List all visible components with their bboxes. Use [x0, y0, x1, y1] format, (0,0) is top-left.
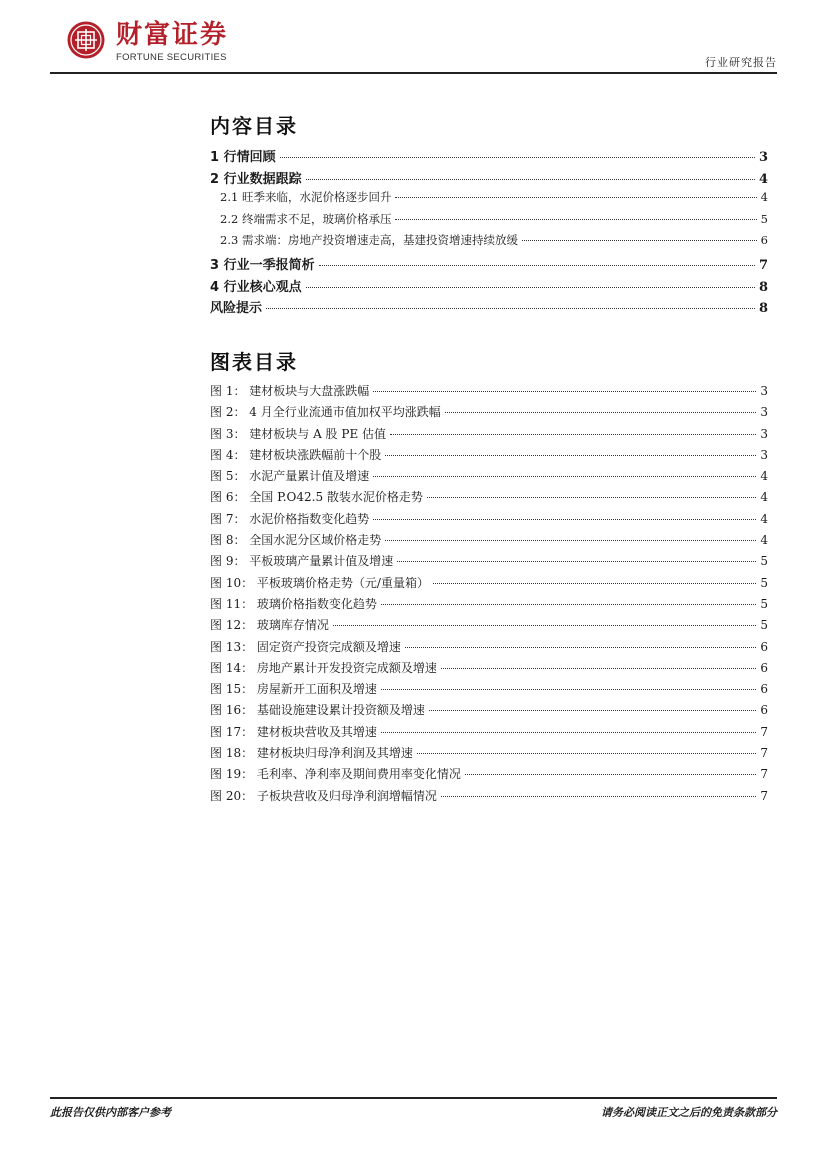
figure-entry-label: 图 1： 建材板块与大盘涨跌幅 [210, 384, 370, 398]
figure-entry-page: 6 [760, 703, 768, 718]
dot-leader [381, 732, 756, 733]
dot-leader [427, 497, 756, 498]
dot-leader [306, 179, 755, 180]
toc-entry-label: 风险提示 [210, 301, 263, 317]
figure-entry[interactable] [210, 510, 768, 531]
toc-entry-page: 5 [760, 211, 768, 226]
figure-entry-label: 图 19： 毛利率、净利率及期间费用率变化情况 [210, 767, 461, 782]
figures-title: 图表目录 [210, 350, 298, 374]
toc-entry-page: 4 [758, 171, 768, 187]
figure-entry-page: 7 [760, 724, 768, 739]
figure-entry-label: 图 5： 水泥产量累计值及增速 [210, 469, 370, 484]
figure-entry[interactable] [210, 403, 768, 424]
dot-leader [373, 476, 756, 477]
figure-entry[interactable] [210, 638, 768, 659]
dot-leader [385, 540, 756, 541]
figure-entry[interactable] [210, 723, 768, 744]
dot-leader [441, 668, 756, 669]
toc-entry[interactable] [210, 232, 768, 254]
figure-entry[interactable] [210, 744, 768, 765]
figure-entry[interactable] [210, 531, 768, 552]
fortune-securities-logo-icon [66, 20, 106, 60]
figure-entry[interactable] [210, 488, 768, 509]
brand-name-en: FORTUNE SECURITIES [116, 52, 227, 63]
toc-entry[interactable] [210, 254, 768, 276]
dot-leader [390, 434, 756, 435]
figure-entry[interactable] [210, 382, 768, 403]
toc-entry-label: 2 行业数据跟踪 [210, 171, 302, 187]
figure-entry-label: 图 18： 建材板块归母净利润及其增速 [210, 746, 413, 761]
toc-entry[interactable] [210, 146, 768, 168]
dot-leader [381, 604, 756, 605]
toc-entry[interactable] [210, 168, 768, 190]
dot-leader [405, 647, 756, 648]
toc-entry-page: 8 [758, 301, 768, 317]
toc-entry-label: 1 行情回顾 [210, 150, 276, 165]
dot-leader [465, 774, 756, 775]
figure-entry[interactable] [210, 446, 768, 467]
dot-leader [395, 219, 756, 220]
toc-entry[interactable] [210, 276, 768, 298]
footer-disclaimer-left: 此报告仅供内部客户参考 [50, 1106, 171, 1119]
dot-leader [429, 710, 756, 711]
figure-entry-page: 7 [760, 767, 768, 782]
figure-entry-page: 6 [760, 660, 768, 675]
figure-entry[interactable] [210, 616, 768, 637]
figure-entry-label: 图 11： 玻璃价格指数变化趋势 [210, 596, 377, 611]
figure-entry[interactable] [210, 701, 768, 722]
figure-entry-label: 图 12： 玻璃库存情况 [210, 618, 329, 633]
toc-entry-page: 8 [758, 279, 768, 295]
figure-entry-label: 图 7： 水泥价格指数变化趋势 [210, 511, 370, 526]
dot-leader [266, 308, 755, 309]
figure-entry[interactable] [210, 787, 768, 808]
figure-entry-label: 图 8： 全国水泥分区域价格走势 [210, 533, 382, 548]
dot-leader [395, 197, 756, 198]
figure-entry-label: 图 6： 全国 P.O42.5 散装水泥价格走势 [210, 490, 423, 505]
dot-leader [319, 265, 755, 266]
footer-divider [50, 1097, 777, 1099]
figure-entry-label: 图 16： 基础设施建设累计投资额及增速 [210, 703, 425, 718]
toc-entry-page: 6 [760, 233, 768, 248]
figure-entry-page: 7 [760, 746, 768, 761]
list-of-figures [210, 382, 768, 808]
figure-entry-page: 3 [760, 405, 768, 420]
toc-entry[interactable] [210, 189, 768, 211]
figure-entry[interactable] [210, 552, 768, 573]
dot-leader [306, 287, 755, 288]
dot-leader [433, 583, 756, 584]
figure-entry[interactable] [210, 680, 768, 701]
figure-entry-page: 4 [760, 533, 768, 548]
report-type: 行业研究报告 [705, 56, 777, 69]
figure-entry-label: 图 14： 房地产累计开发投资完成额及增速 [210, 660, 437, 675]
figure-entry-page: 5 [760, 554, 768, 569]
figure-entry[interactable] [210, 467, 768, 488]
figure-entry-page: 4 [760, 490, 768, 505]
figure-entry-label: 图 3： 建材板块与 A 股 PE 估值 [210, 426, 387, 441]
figure-entry[interactable] [210, 574, 768, 595]
figure-entry-label: 图 15： 房屋新开工面积及增速 [210, 682, 377, 697]
figure-entry-label: 图 20： 子板块营收及归母净利润增幅情况 [210, 788, 437, 803]
figure-entry-label: 图 9： 平板玻璃产量累计值及增速 [210, 554, 394, 569]
dot-leader [417, 753, 756, 754]
figure-entry-page: 6 [760, 639, 768, 654]
table-of-contents [210, 146, 768, 319]
figure-entry-label: 图 2： 4 月全行业流通市值加权平均涨跌幅 [210, 405, 441, 420]
toc-entry[interactable] [210, 297, 768, 319]
toc-entry-label: 2.3 需求端：房地产投资增速走高，基建投资增速持续放缓 [220, 233, 518, 248]
brand-name-cn: 财富证券 [116, 20, 229, 50]
figure-entry-page: 7 [760, 788, 768, 803]
toc-entry-page: 4 [760, 190, 768, 205]
figure-entry-label: 图 4： 建材板块涨跌幅前十个股 [210, 447, 382, 462]
figure-entry-label: 图 17： 建材板块营收及其增速 [210, 724, 377, 739]
figure-entry-page: 4 [760, 511, 768, 526]
figure-entry-page: 3 [760, 426, 768, 441]
toc-entry-label: 2.2 终端需求不足，玻璃价格承压 [220, 211, 392, 226]
dot-leader [385, 455, 756, 456]
figure-entry[interactable] [210, 765, 768, 786]
figure-entry-page: 6 [760, 682, 768, 697]
figure-entry-page: 5 [760, 618, 768, 633]
dot-leader [522, 240, 757, 241]
header-divider [50, 72, 777, 74]
figure-entry-page: 5 [760, 575, 768, 590]
dot-leader [397, 561, 756, 562]
toc-entry-label: 4 行业核心观点 [210, 279, 302, 295]
dot-leader [373, 519, 756, 520]
dot-leader [445, 412, 757, 413]
dot-leader [441, 796, 756, 797]
footer-disclaimer-right: 请务必阅读正文之后的免责条款部分 [601, 1106, 777, 1119]
figure-entry-page: 4 [760, 469, 768, 484]
toc-entry-label: 2.1 旺季来临，水泥价格逐步回升 [220, 190, 392, 205]
figure-entry-page: 3 [760, 447, 768, 462]
figure-entry-page: 3 [760, 384, 768, 398]
dot-leader [333, 625, 756, 626]
figure-entry-label: 图 10： 平板玻璃价格走势（元/重量箱） [210, 575, 429, 590]
dot-leader [373, 391, 756, 392]
figure-entry[interactable] [210, 595, 768, 616]
toc-entry-page: 7 [758, 257, 768, 273]
figure-entry-label: 图 13： 固定资产投资完成额及增速 [210, 639, 401, 654]
figure-entry-page: 5 [760, 596, 768, 611]
toc-title: 内容目录 [210, 114, 298, 138]
page-header [50, 18, 777, 70]
toc-entry[interactable] [210, 211, 768, 233]
figure-entry[interactable] [210, 659, 768, 680]
toc-entry-page: 3 [758, 150, 768, 165]
figure-entry[interactable] [210, 425, 768, 446]
dot-leader [381, 689, 756, 690]
dot-leader [280, 157, 755, 158]
toc-entry-label: 3 行业一季报简析 [210, 257, 315, 273]
